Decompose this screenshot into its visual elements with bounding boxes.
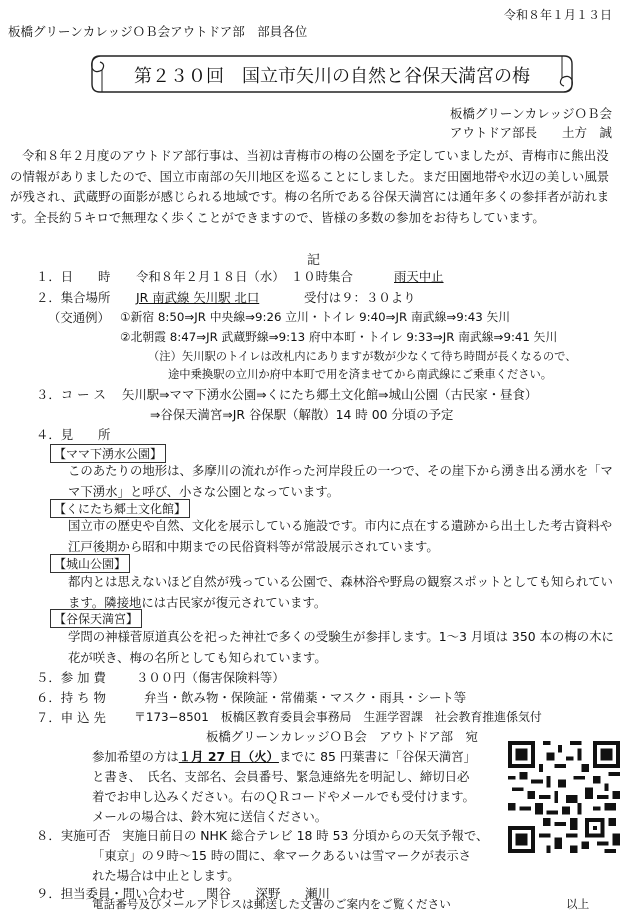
bring-label: ６．持 ち 物	[36, 690, 106, 705]
meet-place: JR 南武線 矢川駅 北口	[136, 290, 260, 305]
apply-deadline: １月 27 日（火）	[178, 749, 279, 764]
apply-line-4: メールの場合は、鈴木宛に送信ください。	[92, 809, 328, 824]
date-value: 令和８年２月１８日（水） １０時集合	[136, 269, 353, 284]
fee-value: ３００円（傷害保険料等）	[136, 670, 285, 685]
sights-label: ４．見 所	[36, 427, 111, 442]
date-label: １．日 時	[36, 269, 111, 284]
transit-note-2: 途中乗換駅の立川か府中本町で用を済ませてから南武線にご乗車ください。	[168, 368, 553, 381]
sight-3-name: 【城山公園】	[50, 554, 130, 573]
sender-org: 板橋グリーンカレッジＯＢ会	[449, 106, 612, 121]
transit-label: （交通例）	[48, 310, 110, 325]
apply-to: 板橋グリーンカレッジＯＢ会 アウトドア部 宛	[206, 729, 478, 744]
end-mark: 以上	[566, 897, 590, 911]
fee-label: ５．参 加 費	[36, 670, 106, 685]
intro-paragraph: 令和８年２月度のアウトドア部行事は、当初は青梅市の梅の公園を予定していましたが、青梅市に熊出没の情報がありましたので、国立市南部の矢川地区を巡ることにしました。まだ田園地帯や水辺の美しい風景が残され、武蔵野の面影が感じられる地域です。梅の名所である谷保天満宮には通年多くの参拝者が訪れます。全長約５キロで無理なく歩くことができますので、皆様の多数の参加をお待ちしています。	[10, 148, 610, 225]
contact-note: 電話番号及びメールアドレスは郵送した文書のご案内をご覧ください	[92, 897, 451, 911]
rain-cancel: 雨天中止	[394, 269, 444, 284]
sight-4-name: 【谷保天満宮】	[50, 609, 142, 628]
apply-line-2: と書き、 氏名、支部名、会員番号、緊急連絡先を明記し、締切日必	[92, 769, 470, 784]
sight-3-text: 都内とは思えないほど自然が残っている公園で、森林浴や野鳥の観察スポットとしても知られています。隣接地には古民家が復元されています。	[68, 574, 613, 610]
transit-route-2: ②北朝霞 8:47⇒JR 武蔵野線⇒9:13 府中本町・トイレ 9:33⇒JR 南武線⇒9:41 矢川	[120, 330, 558, 344]
meet-reception: 受付は９：３０より	[304, 290, 416, 305]
sight-4-text: 学問の神様菅原道真公を祀った神社で多くの受験生が参拝します。1〜3 月頃は 350 本の梅の木に花が咲き、梅の名所としても知られています。	[68, 629, 614, 665]
sender-name: アウトドア部長 土方 誠	[449, 125, 612, 140]
transit-note-1: （注）矢川駅のトイレは改札内にありますが数が少なくて待ち時間が長くなるので、	[148, 350, 577, 363]
sight-1-name: 【ママ下湧水公園】	[50, 444, 166, 463]
course-line-2: ⇒谷保天満宮⇒JR 谷保駅（解散）14 時 00 分頃の予定	[150, 407, 454, 422]
decision-line-1: 実施日前日の NHK 総合テレビ 18 時 53 分頃からの天気予報で、	[122, 828, 489, 843]
contact-names: 関谷 深野 瀬川	[206, 886, 330, 901]
page-title: 第２３０回 国立市矢川の自然と谷保天満宮の梅	[134, 66, 530, 87]
qr-code[interactable]	[508, 741, 620, 853]
apply-line-3: 着でお申し込みください。右のＱＲコードやメールでも受付けます。	[92, 789, 475, 804]
document-date: 令和８年１月１３日	[503, 8, 612, 22]
apply-label: ７．申 込 先	[36, 710, 106, 725]
transit-route-1: ①新宿 8:50⇒JR 中央線⇒9:26 立川・トイレ 9:40⇒JR 南武線⇒9:43 矢川	[120, 310, 511, 324]
ki-heading: 記	[307, 253, 321, 268]
decision-line-3: れた場合は中止とします。	[92, 868, 240, 883]
addressee: 板橋グリーンカレッジＯＢ会アウトドア部 部員各位	[8, 24, 308, 39]
title-banner	[86, 50, 578, 96]
sight-2-text: 国立市の歴史や自然、文化を展示している施設です。市内に点在する遺跡から出土した考古資料や江戸後期から昭和中期までの民俗資料等が常設展示されています。	[68, 518, 613, 554]
sight-2-name: 【くにたち郷土文化館】	[50, 499, 190, 518]
decision-label: ８．実施可否	[36, 828, 111, 843]
bring-value: 弁当・飲み物・保険証・常備薬・マスク・雨具・シート等	[144, 690, 467, 705]
apply-line-1: 参加希望の方は１月 27 日（火）までに 85 円葉書に「谷保天満宮」	[92, 749, 477, 764]
decision-line-2: 「東京」の９時〜15 時の間に、傘マークあるいは雪マークが表示さ	[92, 848, 472, 863]
contact-label: ９．担当委員・問い合わせ	[36, 886, 185, 901]
sight-1-text: このあたりの地形は、多摩川の流れが作った河岸段丘の一つで、その崖下から湧き出る湧水を「ママ下湧水」と呼び、小さな公園となっています。	[68, 463, 613, 499]
course-label: ３．コ ー ス	[36, 387, 106, 402]
meet-label: ２．集合場所	[36, 290, 111, 305]
course-line-1: 矢川駅⇒ママ下湧水公園⇒くにたち郷土文化館⇒城山公園（古民家・昼食）	[122, 387, 538, 402]
apply-address: 〒173−8501 板橋区教育委員会事務局 生涯学習課 社会教育推進係気付	[134, 710, 542, 724]
